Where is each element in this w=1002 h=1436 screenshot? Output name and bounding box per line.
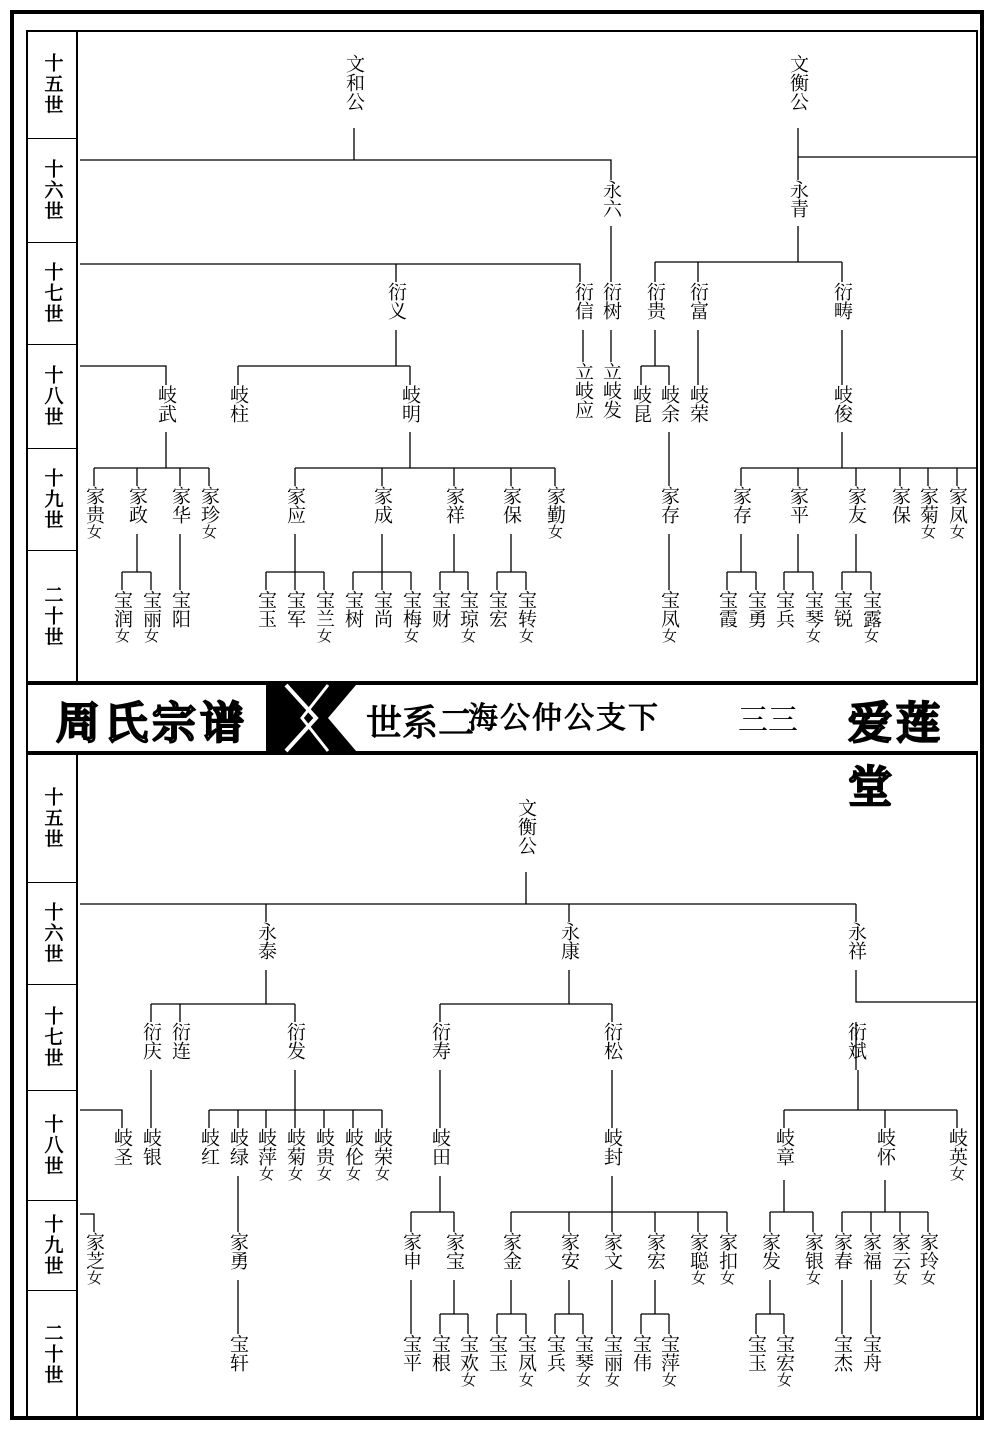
daughter-marker: 女: [718, 1270, 736, 1285]
daughter-marker: 女: [286, 1166, 304, 1181]
person-node: 家菊女: [917, 486, 939, 539]
person-node: 文和公: [343, 54, 365, 111]
person-node: 衍斌: [845, 1022, 867, 1060]
gen-label: 二十世: [41, 1323, 64, 1386]
person-node: 宝勇: [745, 590, 767, 628]
person-node: 宝轩: [227, 1334, 249, 1372]
daughter-marker: 女: [459, 628, 477, 643]
daughter-marker: 女: [315, 628, 333, 643]
person-node: 家政: [126, 486, 148, 524]
person-node: 家云女: [889, 1232, 911, 1285]
person-node: 文衡公: [515, 798, 537, 855]
person-node: 衍义: [385, 282, 407, 320]
daughter-marker: 女: [546, 524, 564, 539]
person-node: 岐俊: [831, 385, 853, 423]
person-node: 宝根: [429, 1334, 451, 1372]
person-node: 家安: [558, 1232, 580, 1270]
person-node: 宝霞: [716, 590, 738, 628]
gen-label: 十五世: [28, 755, 78, 883]
person-node: 家发: [759, 1232, 781, 1270]
person-node: 衍畴: [831, 282, 853, 320]
person-node: 宝丽女: [601, 1334, 623, 1387]
person-node: 岐余: [658, 385, 680, 423]
title-banner: [28, 681, 978, 813]
person-node: 宝梅女: [400, 590, 422, 643]
person-node: 家贵女: [83, 486, 105, 539]
person-node: 立岐应: [572, 362, 594, 419]
gen-label: 十八世: [28, 1091, 78, 1201]
person-node: 家春: [831, 1232, 853, 1270]
person-node: 立岐发: [600, 362, 622, 419]
person-node: 家文: [601, 1232, 623, 1270]
daughter-marker: 女: [862, 628, 880, 643]
daughter-marker: 女: [804, 628, 822, 643]
person-node: 宝平: [400, 1334, 422, 1372]
daughter-marker: 女: [517, 628, 535, 643]
person-node: 宝阳: [169, 590, 191, 628]
person-node: 岐昆: [630, 385, 652, 423]
person-node: 宝琴女: [802, 590, 824, 643]
person-node: 家凤女: [946, 486, 968, 539]
person-node: 家银女: [802, 1232, 824, 1285]
person-node: 岐贵女: [313, 1128, 335, 1181]
person-node: 宝宏: [486, 590, 508, 628]
person-node: 永泰: [255, 922, 277, 960]
person-node: 家存: [658, 486, 680, 524]
person-node: 宝杰: [831, 1334, 853, 1372]
person-node: 岐明: [399, 385, 421, 423]
section-label: 世系二: [366, 702, 475, 744]
person-node: 家宝: [443, 1232, 465, 1270]
daughter-marker: 女: [200, 524, 218, 539]
gen-label: 十八世: [28, 345, 78, 449]
person-node: 岐武: [155, 385, 177, 423]
daughter-marker: 女: [891, 1270, 909, 1285]
person-node: 岐柱: [227, 385, 249, 423]
person-node: 宝丽女: [140, 590, 162, 643]
banner-arrow-icon: [266, 681, 356, 755]
person-node: 宝琼女: [457, 590, 479, 643]
person-node: 宝舟: [860, 1334, 882, 1372]
person-node: 衍寿: [429, 1022, 451, 1060]
person-node: 宝琴女: [572, 1334, 594, 1387]
daughter-marker: 女: [142, 628, 160, 643]
person-node: 家聪女: [687, 1232, 709, 1285]
person-node: 永祥: [845, 922, 867, 960]
person-node: 宝润女: [111, 590, 133, 643]
person-node: 宝兵: [544, 1334, 566, 1372]
person-node: 家宏: [644, 1232, 666, 1270]
person-node: 宝露女: [860, 590, 882, 643]
person-node: 家祥: [443, 486, 465, 524]
person-node: 家华: [169, 486, 191, 524]
person-node: 宝欢女: [457, 1334, 479, 1387]
person-node: 文衡公: [787, 54, 809, 111]
person-node: 家勤女: [544, 486, 566, 539]
person-node: 衍庆: [140, 1022, 162, 1060]
daughter-marker: 女: [574, 1372, 592, 1387]
person-node: 宝树: [342, 590, 364, 628]
person-node: 宝凤女: [658, 590, 680, 643]
daughter-marker: 女: [603, 1372, 621, 1387]
gen-label: 二十世: [41, 584, 64, 648]
person-node: 家金: [500, 1232, 522, 1270]
person-node: 家扣女: [716, 1232, 738, 1285]
person-node: 家申: [400, 1232, 422, 1270]
hall-name: 爱莲堂: [848, 698, 944, 813]
person-node: 永青: [787, 180, 809, 218]
person-node: 岐封: [601, 1128, 623, 1166]
daughter-marker: 女: [257, 1166, 275, 1181]
gen-label: 十九世: [28, 449, 78, 551]
person-node: 衍连: [169, 1022, 191, 1060]
person-node: 家福: [860, 1232, 882, 1270]
person-node: 宝财: [429, 590, 451, 628]
person-node: 永康: [558, 922, 580, 960]
person-node: 家应: [284, 486, 306, 524]
person-node: 岐荣: [687, 385, 709, 423]
person-node: 宝转女: [515, 590, 537, 643]
person-node: 宝玉: [745, 1334, 767, 1372]
page-number: 三三: [738, 703, 798, 738]
gen-label: 十七世: [28, 243, 78, 345]
person-node: 宝军: [284, 590, 306, 628]
daughter-marker: 女: [459, 1372, 477, 1387]
daughter-marker: 女: [689, 1270, 707, 1285]
person-node: 宝宏女: [773, 1334, 795, 1387]
person-node: 衍富: [687, 282, 709, 320]
daughter-marker: 女: [85, 524, 103, 539]
person-node: 岐圣: [111, 1128, 133, 1166]
gen-label: 十七世: [28, 985, 78, 1091]
daughter-marker: 女: [373, 1166, 391, 1181]
gen-label: 十五世: [28, 31, 78, 139]
person-node: 岐伦女: [342, 1128, 364, 1181]
person-node: 衍信: [572, 282, 594, 320]
person-node: 永六: [600, 180, 622, 218]
daughter-marker: 女: [315, 1166, 333, 1181]
person-node: 宝锐: [831, 590, 853, 628]
gen-label: 十六世: [28, 883, 78, 985]
person-node: 岐绿: [227, 1128, 249, 1166]
person-node: 家勇: [227, 1232, 249, 1270]
person-node: 家友: [845, 486, 867, 524]
person-node: 家保: [889, 486, 911, 524]
branch-label: 海公仲公支下: [468, 701, 660, 736]
person-node: 家保: [500, 486, 522, 524]
person-node: 家成: [371, 486, 393, 524]
person-node: 衍松: [601, 1022, 623, 1060]
person-node: 家平: [787, 486, 809, 524]
daughter-marker: 女: [948, 524, 966, 539]
daughter-marker: 女: [85, 1270, 103, 1285]
daughter-marker: 女: [660, 628, 678, 643]
person-node: 岐荣女: [371, 1128, 393, 1181]
daughter-marker: 女: [919, 524, 937, 539]
person-node: 家存: [730, 486, 752, 524]
daughter-marker: 女: [804, 1270, 822, 1285]
person-node: 家珍女: [198, 486, 220, 539]
person-node: 宝萍女: [658, 1334, 680, 1387]
person-node: 衍树: [600, 282, 622, 320]
person-node: 岐怀: [874, 1128, 896, 1166]
daughter-marker: 女: [344, 1166, 362, 1181]
genealogy-title: 周氏宗谱: [56, 698, 248, 749]
person-node: 家玲女: [917, 1232, 939, 1285]
daughter-marker: 女: [660, 1372, 678, 1387]
person-node: 宝兵: [773, 590, 795, 628]
person-node: 岐银: [140, 1128, 162, 1166]
daughter-marker: 女: [775, 1372, 793, 1387]
person-node: 岐田: [429, 1128, 451, 1166]
gen-label: 十六世: [28, 139, 78, 243]
person-node: 宝尚: [371, 590, 393, 628]
person-node: 岐红: [198, 1128, 220, 1166]
person-node: 岐英女: [946, 1128, 968, 1181]
person-node: 衍贵: [644, 282, 666, 320]
person-node: 岐章: [773, 1128, 795, 1166]
person-node: 岐萍女: [255, 1128, 277, 1181]
gen-label: 十九世: [28, 1201, 78, 1291]
person-node: 家芝女: [83, 1232, 105, 1285]
daughter-marker: 女: [402, 628, 420, 643]
person-node: 宝伟: [630, 1334, 652, 1372]
person-node: 宝玉: [486, 1334, 508, 1372]
person-node: 宝玉: [255, 590, 277, 628]
person-node: 岐菊女: [284, 1128, 306, 1181]
daughter-marker: 女: [517, 1372, 535, 1387]
daughter-marker: 女: [113, 628, 131, 643]
daughter-marker: 女: [948, 1166, 966, 1181]
daughter-marker: 女: [919, 1270, 937, 1285]
person-node: 宝兰女: [313, 590, 335, 643]
person-node: 衍发: [284, 1022, 306, 1060]
person-node: 宝凤女: [515, 1334, 537, 1387]
